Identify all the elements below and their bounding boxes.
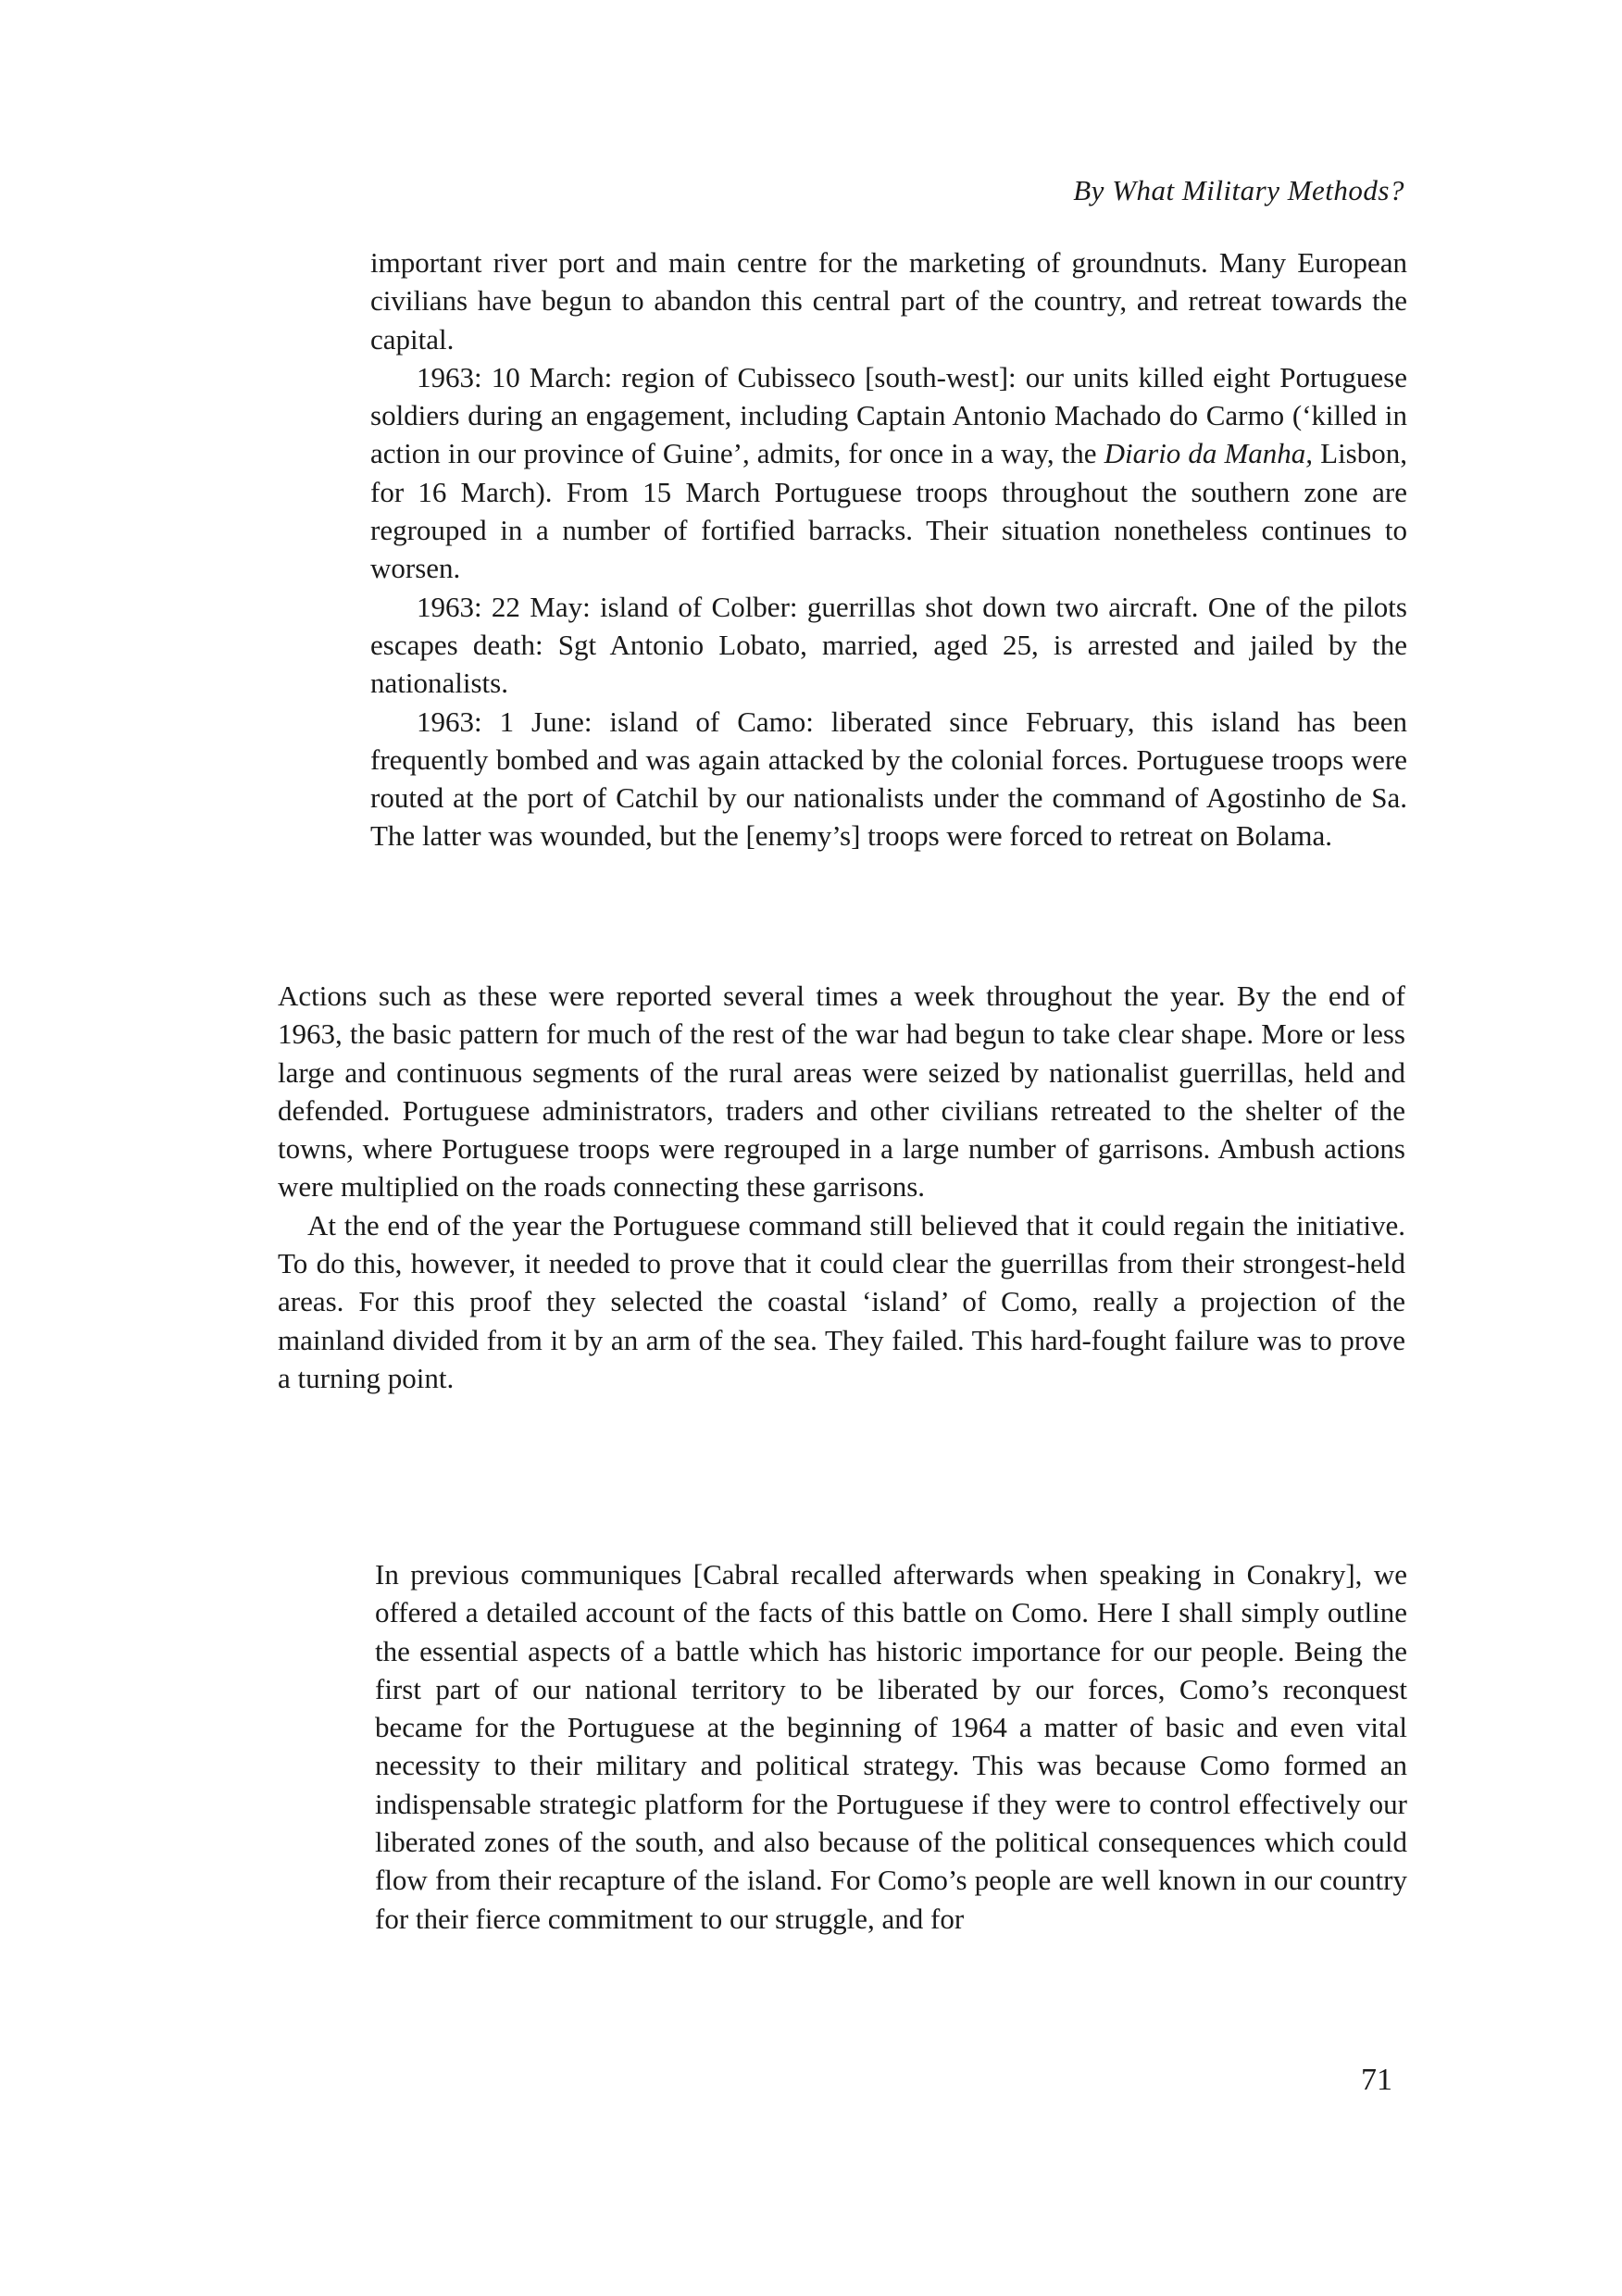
newspaper-title: Diario da Manha,	[1104, 437, 1314, 470]
chronicle-paragraph: important river port and main centre for the marketing of groundnuts. Many European civilians have begun to abandon this central part of the country, and retreat towards the capital.	[370, 246, 1407, 356]
running-head: By What Military Methods?	[1073, 174, 1404, 206]
chronicle-paragraph: 1963: 1 June: island of Camo: liberated since February, this island has been frequently bombed and was again attacked by the colonial forces. Portuguese troops were routed at the port of Catchil by our nationalists under the command of Agostinho de Sa. The latter was wounded, but the [enemy’s] troops were forced to retreat on Bolama.	[370, 705, 1407, 853]
chronicle-excerpt	[370, 243, 1407, 855]
quote-paragraph: In previous communiques [Cabral recalled afterwards when speaking in Conakry], we offered a detailed account of the facts of this battle on Como. Here I shall simply outline the essential aspects of a battle which has historic importance for our people. Being the first part of our national territory to be liberated by our forces, Como’s reconquest became for the Portuguese at the beginning of 1964 a matter of basic and even vital necessity to their military and political strategy. This was because Como formed an indispensable strategic platform for the Portuguese if they were to control effectively our liberated zones of the south, and also because of the political consequences which could flow from their recapture of the island. For Como’s people are well known in our country for their fierce commitment to our struggle, and for	[375, 1558, 1407, 1935]
body-paragraph: At the end of the year the Portuguese command still believed that it could regain the initiative. To do this, however, it needed to prove that it could clear the guerrillas from their strongest-held areas. For this proof they selected the coastal ‘island’ of Como, really a projection of the mainland divided from it by an arm of the sea. They failed. This hard-fought failure was to prove a turning point.	[278, 1208, 1405, 1394]
body-paragraph: Actions such as these were reported several times a week throughout the year. By the end of 1963, the basic pattern for much of the rest of the war had begun to take clear shape. More or less large and continuous segments of the rural areas were seized by nationalist guerrillas, held and defended. Portuguese administrators, traders and other civilians retreated to the shelter of the towns, where Portuguese troops were regrouped in a large number of garrisons. Ambush actions were multiplied on the roads connecting these garrisons.	[278, 980, 1405, 1204]
chronicle-paragraph	[370, 358, 1407, 588]
chronicle-paragraph: 1963: 22 May: island of Colber: guerrillas shot down two aircraft. One of the pilots escapes death: Sgt Antonio Lobato, married, aged 25, is arrested and jailed by the nationalists.	[370, 590, 1407, 700]
chronicle-text: Lisbon, for 16 March). From 15 March Portuguese troops throughout the southern zone are regrouped in a number of fortified barracks. Their situation nonetheless continues to worsen.	[370, 437, 1407, 585]
block-quote	[375, 1555, 1407, 1938]
chronicle-text: 1963: 10 March: region of Cubisseco [south-west]: our units killed eight Portuguese soldiers during an engagement, including Captain Antonio Machado do Carmo (‘killed in action in our province of Guine’, admits, for once in a way, the	[370, 360, 1407, 470]
body-text	[278, 977, 1405, 1397]
page-number: 71	[1361, 2063, 1392, 2097]
